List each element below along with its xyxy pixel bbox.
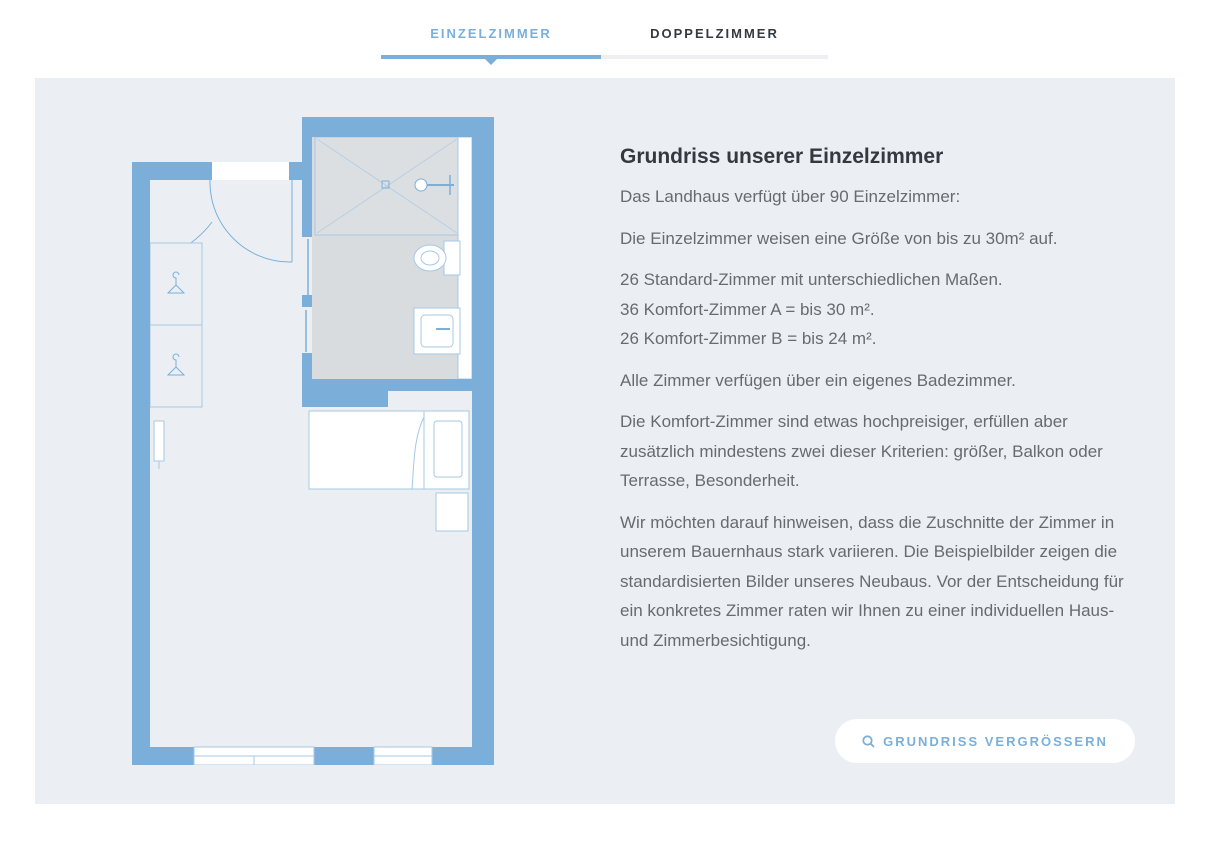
intro-text: Das Landhaus verfügt über 90 Einzelzimmer: xyxy=(620,187,961,206)
enlarge-floorplan-button[interactable] xyxy=(835,719,1135,763)
active-tab-caret xyxy=(485,59,497,65)
section-heading: Grundriss unserer Einzelzimmer xyxy=(620,145,944,168)
bathroom-text: Alle Zimmer verfügen über ein eigenes Badezimmer. xyxy=(620,370,1016,390)
tab-doppelzimmer[interactable]: DOPPELZIMMER xyxy=(650,26,779,41)
tab-einzelzimmer[interactable]: EINZELZIMMER xyxy=(430,26,552,41)
enlarge-floorplan-label: GRUNDRISS VERGRÖSSERN xyxy=(883,733,1108,749)
floorplan-panel xyxy=(35,78,1175,804)
room-type-standard: 26 Standard-Zimmer mit unterschiedlichen Maßen. xyxy=(620,270,1003,289)
room-description xyxy=(620,144,1140,667)
size-text: Die Einzelzimmer weisen eine Größe von bis zu 30m² auf. xyxy=(620,228,1058,248)
room-types-list xyxy=(620,265,1140,354)
room-type-tabs xyxy=(381,18,828,60)
room-type-komfort-b: 26 Komfort-Zimmer B = bis 24 m². xyxy=(620,329,877,348)
notice-text: Wir möchten darauf hinweisen, dass die Zuschnitte der Zimmer in unserem Bauernhaus stark variieren. Die Beispielbilder zeigen die standardisierten Bilder unseres Neubaus. Vor der Entscheidung für ein konkretes Zimmer raten wir Ihnen zu einer individuellen Haus- und Zimmerbesichtigung. xyxy=(620,512,1124,650)
floor-plan-image xyxy=(132,117,494,765)
room-type-komfort-a: 36 Komfort-Zimmer A = bis 30 m². xyxy=(620,299,875,319)
komfort-text: Die Komfort-Zimmer sind etwas hochpreisiger, erfüllen aber zusätzlich mindestens zwei dieser Kriterien: größer, Balkon oder Terrasse, Besonderheit. xyxy=(620,412,1103,490)
search-icon xyxy=(862,735,875,748)
